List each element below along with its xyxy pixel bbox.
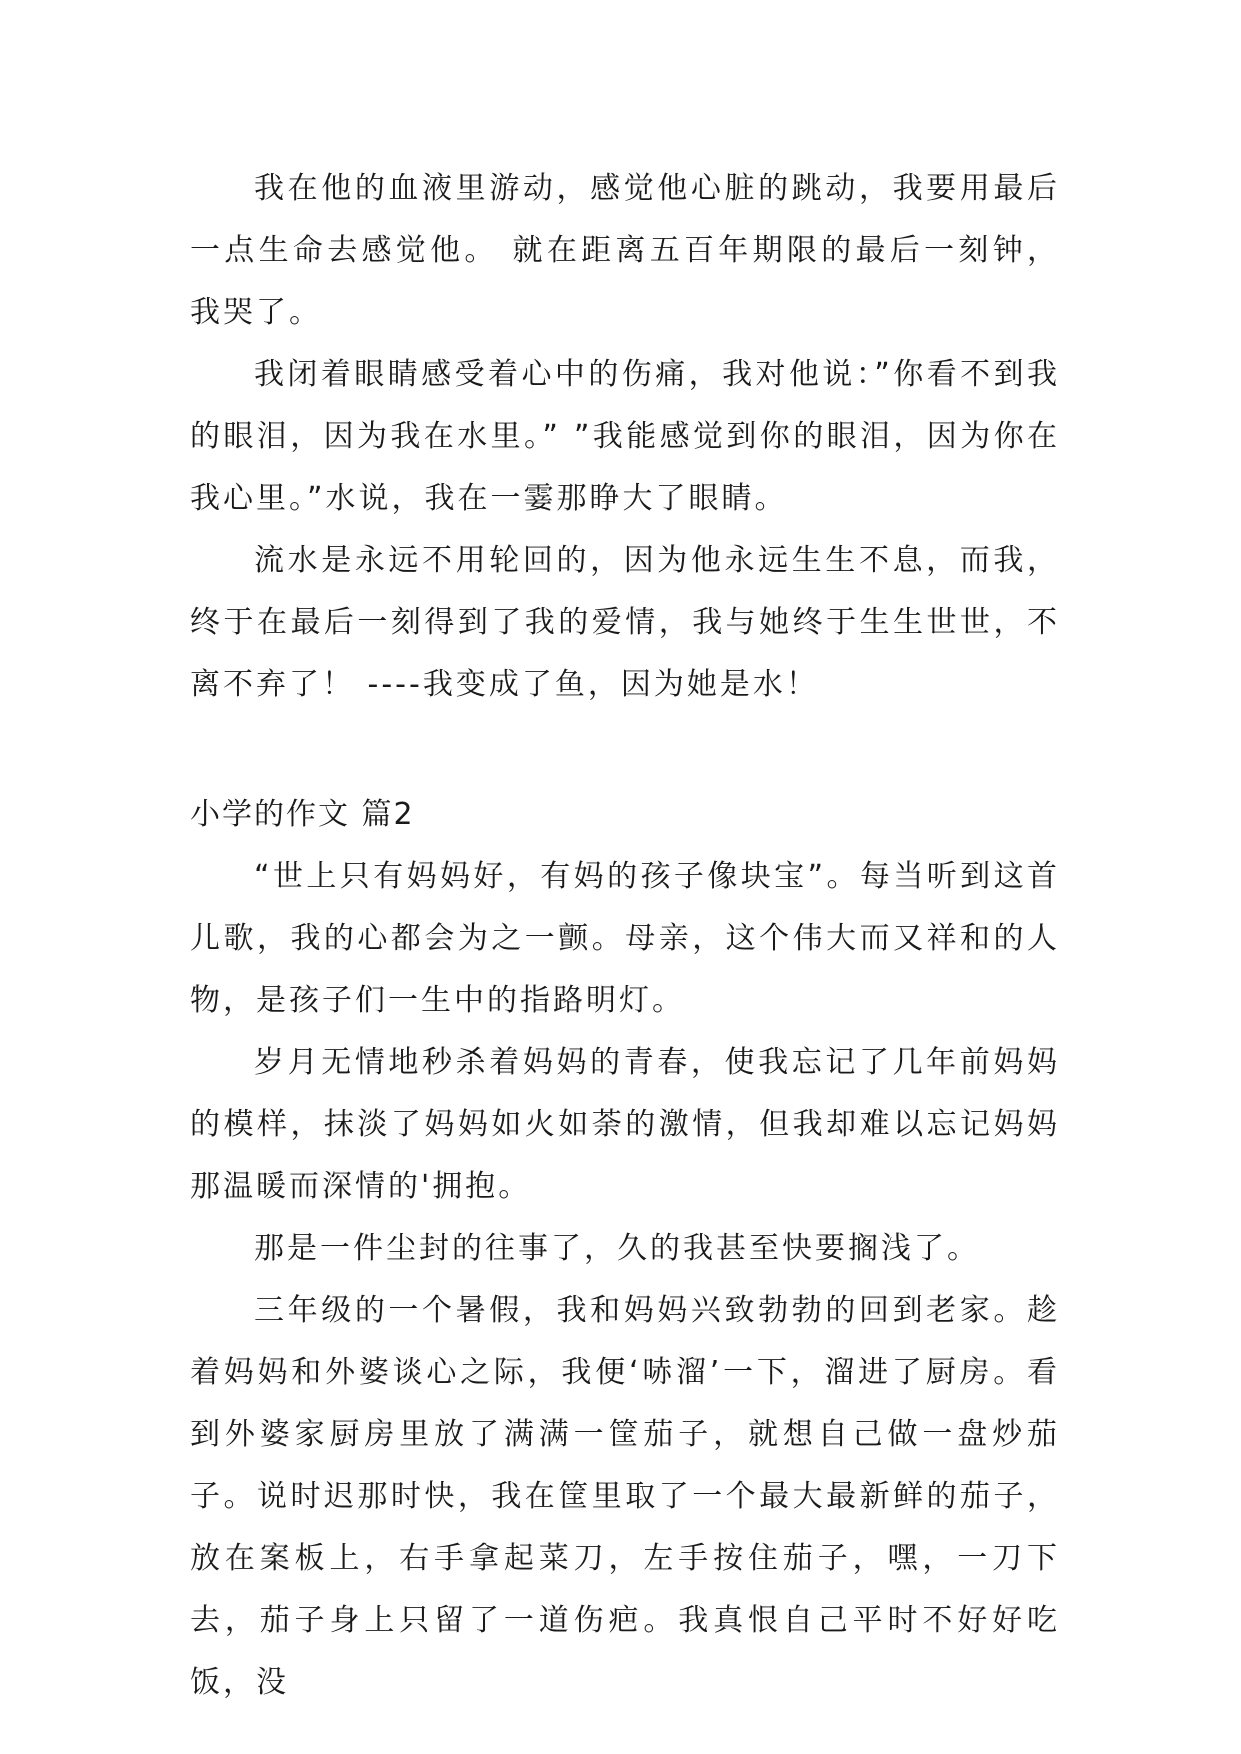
paragraph: 流水是永远不用轮回的，因为他永远生生不息，而我，终于在最后一刻得到了我的爱情，我与她终于生生世世，不离不弃了！ ----我变成了鱼，因为她是水！	[190, 543, 1060, 702]
paragraph: 我闭着眼睛感受着心中的伤痛，我对他说：”你看不到我的眼泪，因为我在水里。” ”我能感觉到你的眼泪，因为你在我心里。”水说，我在一霎那睁大了眼睛。	[190, 357, 1060, 516]
paragraph: 三年级的一个暑假，我和妈妈兴致勃勃的回到老家。趁着妈妈和外婆谈心之际，我便‘哧溜’一下，溜进了厨房。看到外婆家厨房里放了满满一筐茄子，就想自己做一盘炒茄子。说时迟那时快，我在筐里取了一个最大最新鲜的茄子，放在案板上，右手拿起菜刀，左手按住茄子，嘿，一刀下去，茄子身上只留了一道伤疤。我真恨自己平时不好好吃饭，没	[190, 1293, 1060, 1700]
paragraph: 岁月无情地秒杀着妈妈的青春，使我忘记了几年前妈妈的模样，抹淡了妈妈如火如荼的激情，但我却难以忘记妈妈那温暖而深情的'拥抱。	[190, 1045, 1060, 1204]
section-heading: 小学的作文 篇2	[190, 797, 415, 832]
document-body	[190, 158, 1060, 1714]
paragraph: “世上只有妈妈好，有妈的孩子像块宝”。每当听到这首儿歌，我的心都会为之一颤。母亲，这个伟大而又祥和的人物，是孩子们一生中的指路明灯。	[190, 859, 1060, 1018]
paragraph: 我在他的血液里游动，感觉他心脏的跳动，我要用最后一点生命去感觉他。 就在距离五百年期限的最后一刻钟，我哭了。	[190, 171, 1060, 330]
paragraph: 那是一件尘封的往事了，久的我甚至快要搁浅了。	[254, 1231, 980, 1266]
